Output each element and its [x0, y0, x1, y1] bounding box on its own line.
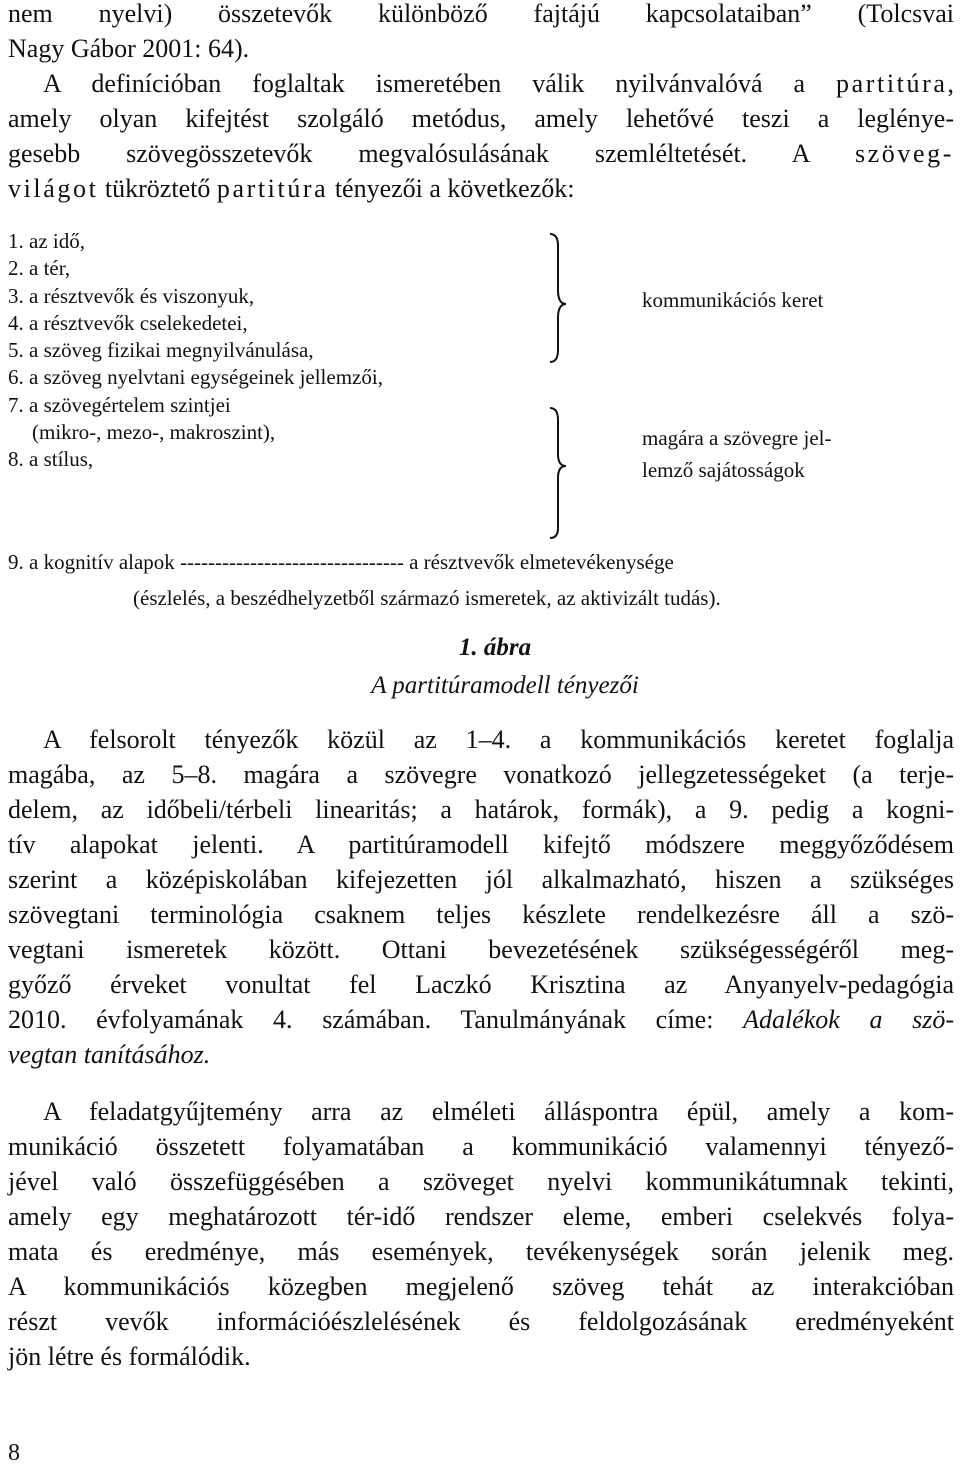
text-line: győző érveket vonultat fel Laczkó Krisztina az Anyanyelv-pedagógia	[8, 970, 954, 999]
spaced-term: partitúra	[836, 69, 948, 98]
text-line: amely egy meghatározott tér-idő rendszer eleme, emberi cselekvés folya-	[8, 1202, 954, 1231]
text-span: tényezői a következők:	[328, 174, 575, 203]
list-item-9-continuation: (észlelés, a beszédhelyzetből származó ismeretek, az aktivizált tudás).	[133, 586, 721, 610]
text-line: amely olyan kifejtést szolgáló metódus, amely lehetővé teszi a leglénye-	[8, 104, 954, 133]
list-item: 1. az idő,	[8, 229, 85, 253]
text-line: Nagy Gábor 2001: 64).	[8, 34, 250, 63]
text-line	[8, 66, 954, 101]
text-line: tív alapokat jelenti. A partitúramodell kifejtő módszere meggyőződésem	[8, 830, 954, 859]
list-item: 6. a szöveg nyelvtani egységeinek jellemzői,	[8, 365, 383, 390]
text-span: gesebb szövegösszetevők megvalósulásának szemléltetését. A	[8, 139, 855, 168]
dashed-connector: --------------------------------	[180, 550, 404, 574]
text-line: A kommunikációs közegben megjelenő szöveg tehát az interakcióban	[8, 1272, 954, 1301]
list-item: 7. a szövegértelem szintjei	[8, 392, 231, 417]
spaced-term: világot	[8, 174, 99, 203]
list-item: 5. a szöveg fizikai megnyilvánulása,	[8, 338, 314, 363]
bracket-label-text-features-1: magára a szövegre jel-	[642, 426, 832, 450]
text-line: vegtani ismeretek között. Ottani bevezetésének szükségességéről meg-	[8, 935, 954, 964]
text-line: munikáció összetett folyamatában a kommunikáció valamennyi tényező-	[8, 1132, 954, 1161]
top-paragraph	[8, 0, 954, 206]
bracket-label-text-features-2: lemző sajátosságok	[642, 458, 805, 482]
spaced-term: partitúra	[216, 174, 329, 203]
text-line: A felsorolt tényezők közül az 1–4. a kommunikációs keretet foglalja	[43, 725, 954, 754]
text-span: a résztvevők elmetevékenysége	[403, 550, 674, 574]
list-item: 3. a résztvevők és viszonyuk,	[8, 283, 255, 308]
text-line: részt vevők információészlelésének és feldolgozásának eredményeként	[8, 1307, 954, 1336]
list-item-9	[8, 548, 674, 577]
factor-list	[8, 228, 383, 474]
list-item: 4. a résztvevők cselekedetei,	[8, 310, 248, 335]
text-line	[8, 1037, 954, 1072]
text-line: A feladatgyűjtemény arra az elméleti álláspontra épül, amely a kom-	[43, 1097, 954, 1126]
text-line	[8, 171, 954, 206]
curly-brace-graphic	[540, 232, 580, 542]
paragraph-3	[8, 1094, 954, 1374]
list-item: 8. a stílus,	[8, 447, 94, 472]
text-span: tükröztető	[98, 174, 217, 203]
text-line: nem nyelvi) összetevők különböző fajtájú kapcsolataiban” (Tolcsvai	[8, 0, 954, 28]
italic-title: Adalékok a szö-	[743, 1005, 954, 1034]
text-line: szerint a középiskolában kifejezetten jól alkalmazható, hiszen a szükséges	[8, 865, 954, 894]
spaced-term: szöveg-	[854, 139, 954, 168]
text-line: mata és eredménye, más események, tevékenységek során jelenik meg.	[8, 1237, 954, 1266]
figure-caption: A partitúramodell tényezői	[371, 672, 639, 699]
text-span: 2010. évfolyamának 4. számában. Tanulmányának címe:	[8, 1005, 744, 1034]
text-line	[8, 1002, 954, 1037]
brace-text-features	[550, 408, 566, 538]
text-span: A definícióban foglaltak ismeretében válik nyilvánvalóvá a	[43, 69, 837, 98]
text-span: 9. a kognitív alapok	[8, 550, 181, 574]
text-line: jön létre és formálódik.	[8, 1342, 251, 1371]
list-item: 2. a tér,	[8, 256, 71, 281]
figure-number: 1. ábra	[458, 634, 532, 661]
bracket-label-communication-frame: kommunikációs keret	[642, 288, 824, 312]
text-line	[8, 136, 954, 171]
text-line: magába, az 5–8. magára a szövegre vonatkozó jellegzetességeket (a terje-	[8, 760, 954, 789]
italic-title: vegtan tanításához.	[8, 1040, 211, 1069]
text-line: delem, az időbeli/térbeli linearitás; a határok, formák), a 9. pedig a kogni-	[8, 795, 954, 824]
text-span: ,	[947, 69, 954, 98]
text-line: jével való összefüggésében a szöveget nyelvi kommunikátumnak tekinti,	[8, 1167, 954, 1196]
text-line: szövegtani terminológia csaknem teljes készlete rendelkezésre áll a szö-	[8, 900, 954, 929]
brace-communication-frame	[550, 234, 566, 362]
paragraph-2	[8, 722, 954, 1072]
page-number: 8	[8, 1440, 20, 1466]
list-item: (mikro-, mezo-, makroszint),	[32, 420, 276, 445]
